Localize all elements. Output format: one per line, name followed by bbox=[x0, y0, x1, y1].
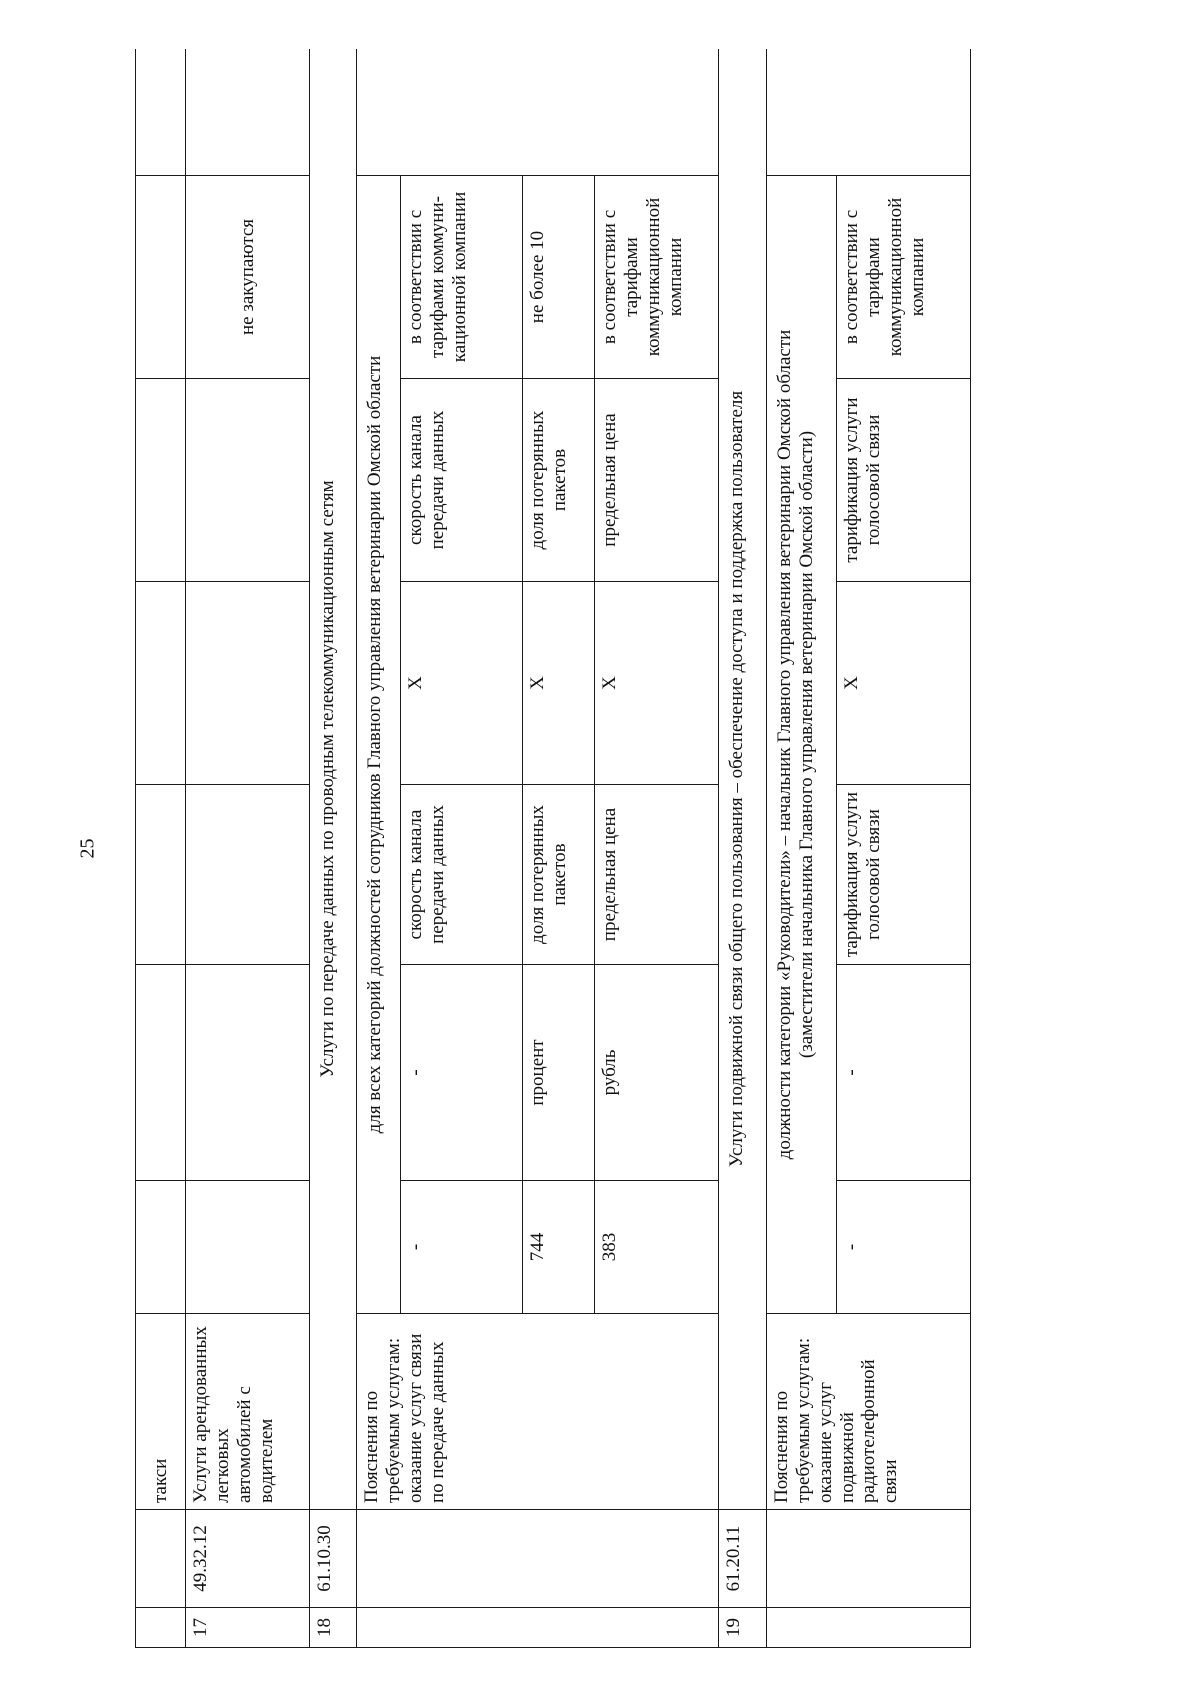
value-cell: Х bbox=[595, 582, 719, 785]
table-row bbox=[136, 49, 186, 1648]
value-cell: Х bbox=[523, 582, 595, 785]
unit-cell: процент bbox=[523, 965, 595, 1181]
table-row bbox=[357, 49, 401, 1648]
okei-code-cell: 744 bbox=[523, 1181, 595, 1314]
cell-empty bbox=[357, 49, 719, 176]
specification-table bbox=[135, 49, 971, 1648]
service-name-cell: такси bbox=[136, 1314, 186, 1510]
unit-cell: - bbox=[401, 965, 523, 1181]
characteristic-cell: предельная цена bbox=[595, 785, 719, 965]
cell-empty bbox=[767, 1510, 971, 1608]
explanation-cell: Пояснения по требуемым услугам: оказание услуг связи по передаче данных bbox=[357, 1314, 719, 1510]
cell-empty bbox=[186, 1181, 310, 1314]
cell-empty bbox=[186, 379, 310, 582]
category-title: должности категории «Руководители» – начальник Главного управления ветеринарии Омской области bbox=[774, 329, 795, 1160]
cell-empty bbox=[136, 1608, 186, 1648]
rotated-page-content bbox=[135, 49, 1034, 1648]
section-title: Услуги по передаче данных по проводным телекоммуникационным сетям bbox=[310, 49, 357, 1510]
characteristic-cell: доля потерянных пакетов bbox=[523, 379, 595, 582]
okei-code-cell: - bbox=[401, 1181, 523, 1314]
cell-empty bbox=[136, 582, 186, 785]
okpd-code-cell: 49.32.12 bbox=[186, 1510, 310, 1608]
cell-empty bbox=[186, 785, 310, 965]
cell-empty bbox=[186, 582, 310, 785]
cell-empty bbox=[136, 1510, 186, 1608]
cell-empty bbox=[767, 49, 971, 176]
category-title: для всех категорий должностей сотрудников Главного управления ветеринарии Омской области bbox=[357, 176, 401, 1314]
table-row bbox=[719, 49, 767, 1648]
cell-empty bbox=[136, 785, 186, 965]
cell-empty bbox=[357, 1510, 719, 1608]
explanation-cell: Пояснения по требуемым услугам: оказание услуг подвижной радиотелефонной связи bbox=[767, 1314, 971, 1510]
value-cell: не закупаются bbox=[186, 176, 310, 379]
value-cell: Х bbox=[401, 582, 523, 785]
unit-cell: рубль bbox=[595, 965, 719, 1181]
cell-empty bbox=[136, 176, 186, 379]
unit-cell: - bbox=[837, 965, 971, 1181]
row-number-cell: 18 bbox=[310, 1608, 357, 1648]
okpd-code-cell: 61.10.30 bbox=[310, 1510, 357, 1608]
category-title-block bbox=[767, 176, 837, 1314]
cell-empty bbox=[136, 965, 186, 1181]
cell-empty bbox=[357, 1608, 719, 1648]
cell-empty bbox=[136, 49, 186, 176]
characteristic-cell: скорость канала передачи данных bbox=[401, 785, 523, 965]
value-cell: не более 10 bbox=[523, 176, 595, 379]
okei-code-cell: - bbox=[837, 1181, 971, 1314]
cell-empty bbox=[767, 1608, 971, 1648]
table-row bbox=[186, 49, 310, 1648]
okpd-code-cell: 61.20.11 bbox=[719, 1510, 767, 1608]
service-name-cell: Услуги арендованных легковых автомобилей с водителем bbox=[186, 1314, 310, 1510]
rotated-table-container bbox=[135, 49, 1034, 1648]
value-cell: в соответствии с тарифами коммуникационной компании bbox=[595, 176, 719, 379]
characteristic-cell: предельная цена bbox=[595, 379, 719, 582]
cell-empty bbox=[186, 49, 310, 176]
table-row bbox=[767, 49, 837, 1648]
page-number: 25 bbox=[76, 838, 99, 858]
cell-empty bbox=[136, 1181, 186, 1314]
value-cell: в соответствии с тарифами коммуникационной компании bbox=[837, 176, 971, 379]
row-number-cell: 19 bbox=[719, 1608, 767, 1648]
characteristic-cell: скорость канала передачи данных bbox=[401, 379, 523, 582]
okei-code-cell: 383 bbox=[595, 1181, 719, 1314]
value-cell: в соответствии с тарифами коммуни-кационной компании bbox=[401, 176, 523, 379]
cell-empty bbox=[136, 379, 186, 582]
table-row bbox=[310, 49, 357, 1648]
characteristic-cell: доля потерянных пакетов bbox=[523, 785, 595, 965]
section-title: Услуги подвижной связи общего пользования – обеспечение доступа и поддержка пользователя bbox=[719, 49, 767, 1510]
category-subtitle: (заместители начальника Главного управления ветеринарии Омской области) bbox=[795, 430, 817, 1059]
characteristic-cell: тарификация услуги голосовой связи bbox=[837, 785, 971, 965]
value-cell: Х bbox=[837, 582, 971, 785]
row-number-cell: 17 bbox=[186, 1608, 310, 1648]
characteristic-cell: тарификация услуги голосовой связи bbox=[837, 379, 971, 582]
cell-empty bbox=[186, 965, 310, 1181]
